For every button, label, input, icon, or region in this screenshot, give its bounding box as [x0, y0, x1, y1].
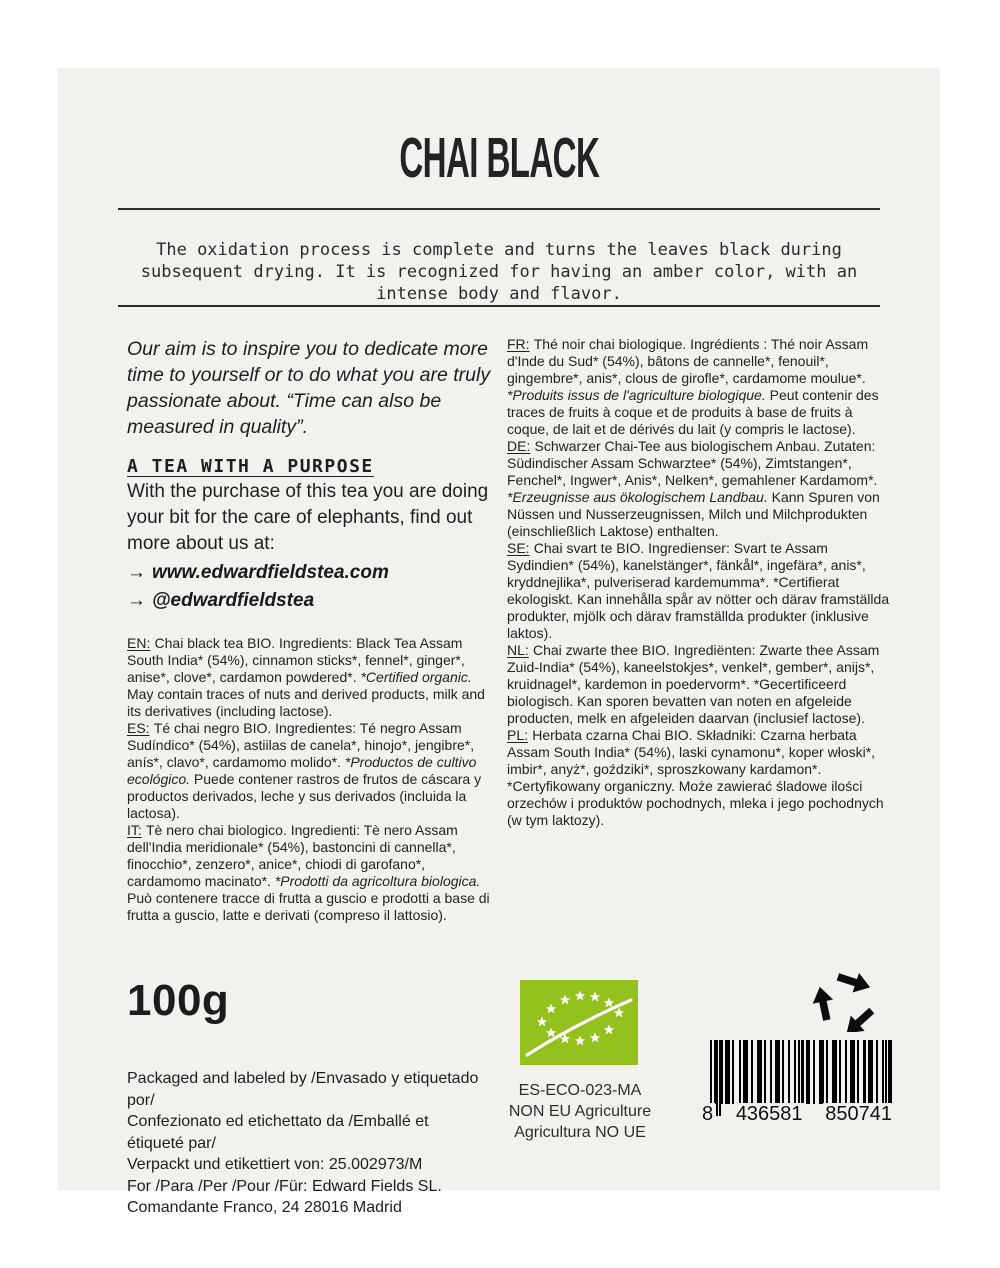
- barcode-digits: [700, 1103, 894, 1126]
- ingredients-it-text: Tè nero chai biologico. Ingredienti: Tè nero Assam dell'India meridionale* (54%), bastoncini di cannella*, finocchio*, zenzero*, anice*, chiodi di garofano*, cardamomo macinato*.: [127, 822, 458, 889]
- barcode: [702, 1040, 892, 1126]
- intro-text: Our aim is to inspire you to dedicate more time to yourself or to do what you are truly passionate about. “Time can also be measured in quality”.: [127, 338, 491, 438]
- packaging-line: Comandante Franco, 24 28016 Madrid: [127, 1199, 402, 1216]
- lang-code-pl: PL:: [507, 727, 529, 743]
- social-link-text: @edwardfieldstea: [152, 590, 315, 611]
- ingredients-it-italic: *Prodotti da agricoltura biologica.: [274, 873, 481, 889]
- organic-cert-code: ES-ECO-023-MA: [518, 1082, 642, 1099]
- packaging-info: [127, 1068, 487, 1219]
- eu-organic-logo: [520, 980, 638, 1065]
- ingredients-fr-italic: *Produits issus de l'agriculture biologique.: [507, 387, 766, 403]
- divider-top: [118, 208, 880, 210]
- purpose-heading: A TEA WITH A PURPOSE: [127, 456, 374, 477]
- purpose-text: With the purchase of this tea you are doing your bit for the care of elephants, find out more about us at:: [127, 481, 489, 554]
- lang-code-es: ES:: [127, 720, 150, 736]
- packaging-line: Confezionato ed etichettato da /Emballé et étiqueté par/: [127, 1113, 429, 1152]
- ingredients-en-text: Chai black tea BIO. Ingredients: Black Tea Assam South India* (54%), cinnamon sticks*, fennel*, ginger*, anise*, clove*, cardamon powdered*.: [127, 635, 465, 685]
- website-link-text: www.edwardfieldstea.com: [152, 562, 389, 583]
- ingredients-fr-post: Peut contenir des traces de fruits à coque et de produits à base de fruits à coque, de lait et de dérivés du lait (y compris le lactose).: [507, 387, 879, 437]
- arrow-icon: →: [127, 590, 146, 611]
- packaging-line: Packaged and labeled by /Envasado y etiquetado por/: [127, 1070, 479, 1109]
- page-title-wrap: [58, 126, 940, 190]
- ingredients-de-italic: *Erzeugnisse aus ökologischem Landbau.: [507, 489, 768, 505]
- ingredients-de-text: Schwarzer Chai-Tee aus biologischem Anbau. Zutaten: Südindischer Assam Schwarztee* (54%), Zimtstangen*, Fenchel*, Ingwer*, Anis*, Nelken*, gemahlener Kardamom*.: [507, 438, 878, 488]
- barcode-digits-mid: 436581: [735, 1103, 803, 1125]
- ingredients-right-block: [507, 336, 893, 829]
- ingredients-pl: [507, 727, 893, 829]
- organic-certification: [482, 1080, 678, 1143]
- net-weight: 100g: [127, 976, 230, 1025]
- barcode-digits-right: 850741: [825, 1103, 892, 1125]
- recycling-icon: [806, 968, 890, 1032]
- social-link: [127, 587, 497, 615]
- lang-code-nl: NL:: [507, 642, 529, 658]
- ingredients-de-post: Kann Spuren von Nüssen und Nusserzeugnissen, Milch und Milchprodukten (einschließlich Laktose) enthalten.: [507, 489, 880, 539]
- ingredients-en-italic: *Certified organic.: [360, 669, 472, 685]
- organic-agriculture-line2: Agricultura NO UE: [514, 1124, 646, 1141]
- ingredients-it: [127, 822, 497, 924]
- packaging-line: Verpackt und etikettiert von: 25.002973/M: [127, 1156, 423, 1173]
- ingredients-es: [127, 720, 497, 822]
- barcode-digit-left: 8: [702, 1103, 714, 1125]
- divider-bottom: [118, 305, 880, 307]
- eu-organic-leaf-icon: [520, 980, 638, 1065]
- packaging-line: For /Para /Per /Pour /Für: Edward Fields SL.: [127, 1177, 442, 1195]
- ingredients-nl-text: Chai zwarte thee BIO. Ingrediënten: Zwarte thee Assam Zuid-India* (54%), kaneelstokjes*, venkel*, gember*, anijs*, kruidnagel*, kardemon in poedervorm*. *Gecertificeerd biologisch. Kan sporen bevatten van noten en afgeleide producten, melk en afgeleiden daarvan (inclusief lactose).: [507, 642, 880, 726]
- ingredients-it-post: Può contenere tracce di frutta a guscio e prodotti a base di frutta a guscio, latte e derivati (compreso il lattosio).: [127, 890, 490, 923]
- lang-code-fr: FR:: [507, 336, 530, 352]
- lang-code-it: IT:: [127, 822, 142, 838]
- product-title: CHAI BLACK: [399, 126, 599, 190]
- ingredients-se: [507, 540, 893, 642]
- lang-code-se: SE:: [507, 540, 530, 556]
- lang-code-de: DE:: [507, 438, 531, 454]
- package-label: [58, 68, 940, 1216]
- ingredients-es-text: Té chai negro BIO. Ingredientes: Té negro Assam Sudíndico* (54%), astiilas de canela*, hinojo*, jengibre*, anís*, clavo*, cardamomo molido*.: [127, 720, 475, 770]
- ingredients-es-post: Puede contener rastros de frutos de cáscara y productos derivados, leche y sus derivados (incluida la lactosa).: [127, 771, 482, 821]
- website-link: [127, 559, 497, 587]
- ingredients-de: [507, 438, 893, 540]
- ingredients-fr-text: Thé noir chai biologique. Ingrédients : Thé noir Assam d'Inde du Sud* (54%), bâtons de cannelle*, fenouil*, gingembre*, anis*, clous de girofle*, cardamome moulue*.: [507, 336, 869, 386]
- ingredients-se-text: Chai svart te BIO. Ingredienser: Svart te Assam Sydindien* (54%), kanelstänger*, fänkål*, ingefära*, anis*, kryddnejlika*, pulveriserad kardemumma*. *Certifierat ekologiskt. Kan innehålla spår av nötter och därav framställda produkter, mjölk och därav framställda produkter (inklusive laktos).: [507, 540, 890, 641]
- ingredients-fr: [507, 336, 893, 438]
- ingredients-pl-text: Herbata czarna Chai BIO. Składniki: Czarna herbata Assam South India* (54%), laski cynamonu*, koper włoski*, imbir*, anyż*, goździki*, sproszkowany kardamon*. *Certyfikowany organiczny. Może zawierać śladowe ilości orzechów i produktów pochodnych, mleka i jego pochodnych (w tym laktozy).: [507, 727, 884, 828]
- ingredients-en: [127, 635, 497, 720]
- organic-agriculture-line1: NON EU Agriculture: [508, 1103, 652, 1120]
- ingredients-left-block: [127, 635, 497, 924]
- right-column: [507, 330, 893, 829]
- ingredients-es-italic: *Productos de cultivo ecológico.: [127, 754, 477, 787]
- barcode-bars: [710, 1040, 892, 1104]
- ingredients-nl: [507, 642, 893, 727]
- lang-code-en: EN:: [127, 635, 151, 651]
- arrow-icon: →: [127, 562, 146, 583]
- ingredients-en-post: May contain traces of nuts and derived products, milk and its derivatives (including lactose).: [127, 686, 485, 719]
- left-column: [127, 330, 497, 924]
- product-description: The oxidation process is complete and turns the leaves black during subsequent drying. It is recognized for having an amber color, with an intense body and flavor.: [140, 240, 858, 304]
